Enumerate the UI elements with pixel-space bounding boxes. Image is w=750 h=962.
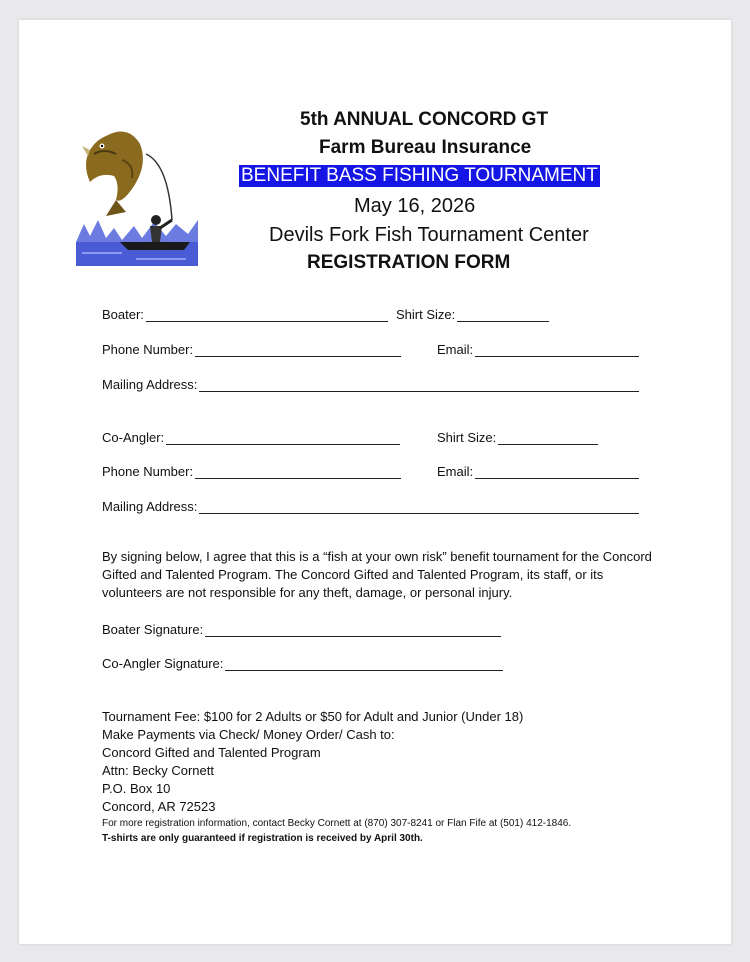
registration-form-page xyxy=(19,20,731,944)
coangler-signature-line[interactable] xyxy=(225,660,503,671)
contact-info: For more registration information, contact Becky Cornett at (870) 307-8241 or Flan Fife at (501) 412-1846. xyxy=(102,818,572,829)
boater-address-label: Mailing Address: xyxy=(102,377,198,392)
payee-city: Concord, AR 72523 xyxy=(102,799,216,814)
boater-name-label: Boater: xyxy=(102,307,144,322)
boater-phone-field[interactable] xyxy=(102,342,401,357)
header-line1: 5th ANNUAL CONCORD GT xyxy=(300,109,549,130)
coangler-address-label: Mailing Address: xyxy=(102,499,198,514)
boater-email-line[interactable] xyxy=(475,346,639,357)
boater-name-field[interactable] xyxy=(102,307,388,322)
coangler-phone-field[interactable] xyxy=(102,464,401,479)
boater-phone-line[interactable] xyxy=(195,346,401,357)
form-title: REGISTRATION FORM xyxy=(307,252,511,273)
event-venue: Devils Fork Fish Tournament Center xyxy=(269,224,589,246)
payee-attn: Attn: Becky Cornett xyxy=(102,763,214,778)
boater-shirt-line[interactable] xyxy=(457,311,549,322)
boater-signature-label: Boater Signature: xyxy=(102,622,204,637)
boater-name-line[interactable] xyxy=(146,311,388,322)
coangler-email-line[interactable] xyxy=(475,468,639,479)
payee-name: Concord Gifted and Talented Program xyxy=(102,745,321,760)
event-date: May 16, 2026 xyxy=(354,195,476,217)
boater-address-line[interactable] xyxy=(199,381,639,392)
boater-shirt-label: Shirt Size: xyxy=(396,307,456,322)
coangler-name-line[interactable] xyxy=(166,434,400,445)
waiver-text: By signing below, I agree that this is a “fish at your own risk” benefit tournament for the Concord Gifted and Talented Program. The Concord Gifted and Talented Program, its staff, or its volunteers are not responsible for any theft, damage, or personal injury. xyxy=(102,549,652,600)
header-line2: Farm Bureau Insurance xyxy=(319,137,532,158)
coangler-address-line[interactable] xyxy=(199,503,639,514)
coangler-phone-line[interactable] xyxy=(195,468,401,479)
boater-signature-field[interactable] xyxy=(102,622,501,637)
payee-po-box: P.O. Box 10 xyxy=(102,781,171,796)
coangler-address-field[interactable] xyxy=(102,499,639,514)
boater-email-field[interactable] xyxy=(437,342,639,357)
coangler-signature-field[interactable] xyxy=(102,656,503,671)
tournament-info xyxy=(102,708,571,846)
bass-fishing-icon xyxy=(76,124,198,266)
coangler-shirt-label: Shirt Size: xyxy=(437,430,497,445)
coangler-name-label: Co-Angler: xyxy=(102,430,165,445)
boater-shirt-field[interactable] xyxy=(396,307,549,322)
coangler-name-field[interactable] xyxy=(102,430,400,445)
coangler-phone-label: Phone Number: xyxy=(102,464,194,479)
payment-instructions: Make Payments via Check/ Money Order/ Cash to: xyxy=(102,727,395,742)
tournament-fee: Tournament Fee: $100 for 2 Adults or $50 for Adult and Junior (Under 18) xyxy=(102,709,524,724)
coangler-signature-label: Co-Angler Signature: xyxy=(102,656,224,671)
coangler-shirt-field[interactable] xyxy=(437,430,598,445)
tshirt-note: T-shirts are only guaranteed if registration is received by April 30th. xyxy=(102,833,423,844)
boater-email-label: Email: xyxy=(437,342,474,357)
coangler-email-field[interactable] xyxy=(437,464,639,479)
boater-signature-line[interactable] xyxy=(205,626,501,637)
coangler-shirt-line[interactable] xyxy=(498,434,598,445)
boater-phone-label: Phone Number: xyxy=(102,342,194,357)
boater-address-field[interactable] xyxy=(102,377,639,392)
coangler-email-label: Email: xyxy=(437,464,474,479)
header-banner: BENEFIT BASS FISHING TOURNAMENT xyxy=(241,165,598,186)
